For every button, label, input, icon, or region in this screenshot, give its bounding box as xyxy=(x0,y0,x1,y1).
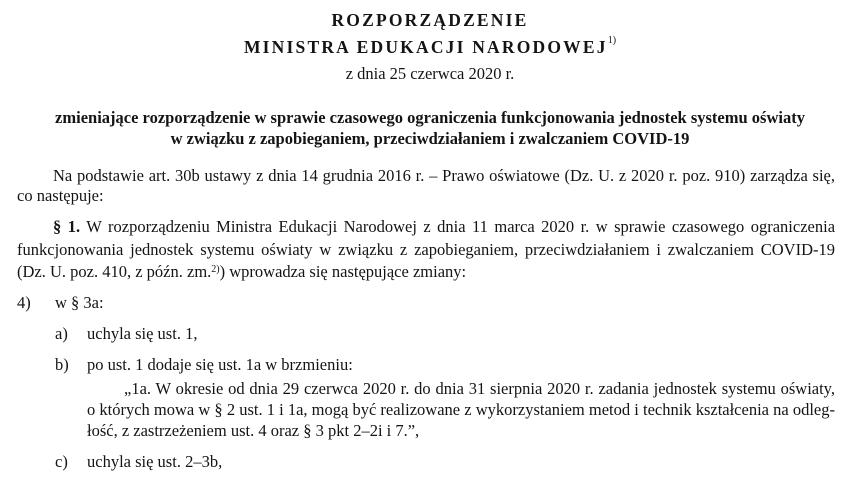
section-1-line-3 xyxy=(17,262,466,282)
footnote-ref-2[interactable]: 2) xyxy=(211,264,220,275)
item-b-text: po ust. 1 dodaje się ust. 1a w brzmieniu: xyxy=(87,355,353,374)
issuer-heading xyxy=(0,37,860,58)
issuer-name: MINISTRA EDUKACJI NARODOWEJ xyxy=(243,37,608,57)
basis-line-2: co następuje: xyxy=(17,186,104,205)
section-1-label: § 1. xyxy=(53,217,81,236)
subject-line-2: w związku z zapobieganiem, przeciwdziałaniem i zwalczaniem COVID-19 xyxy=(170,129,690,148)
basis-line-1: Na podstawie art. 30b ustawy z dnia 14 grudnia 2016 r. – Prawo oświatowe (Dz. U. z 2020 r. poz. 910) zarządza się, xyxy=(53,166,835,185)
section-1-text-1: W rozporządzeniu Ministra Edukacji Narodowej z dnia 11 marca 2020 r. w sprawie czasowego ograniczenia xyxy=(86,217,836,236)
quote-line-3: łość, z zastrzeżeniem ust. 4 oraz § 3 pkt 2–2i i 7.”, xyxy=(87,421,420,440)
quote-line-2: o których mowa w § 2 ust. 1 i 1a, mogą być realizowane z wykorzystaniem metod i technik kształcenia na odleg- xyxy=(87,400,835,419)
item-c-text: uchyla się ust. 2–3b, xyxy=(87,452,223,471)
subject-line-1: zmieniające rozporządzenie w sprawie czasowego ograniczenia funkcjonowania jednostek systemu oświaty xyxy=(55,108,805,127)
regulation-date: z dnia 25 czerwca 2020 r. xyxy=(345,64,515,83)
item-c-letter: c) xyxy=(55,452,68,471)
quote-line-1: „1a. W okresie od dnia 29 czerwca 2020 r. do dnia 31 sierpnia 2020 r. zadania jednostek systemu oświaty, xyxy=(124,379,835,398)
section-1-line-2: funkcjonowania jednostek systemu oświaty w związku z zapobieganiem, przeciwdziałaniem i zwalczaniem COVID-19 xyxy=(17,240,835,259)
point-4-number: 4) xyxy=(17,293,31,312)
section-1-text-3a: (Dz. U. poz. 410, z późn. zm. xyxy=(17,262,212,281)
item-a-letter: a) xyxy=(55,324,68,343)
item-a-text: uchyla się ust. 1, xyxy=(87,324,198,343)
section-1-line-1 xyxy=(53,217,835,237)
section-1-text-3b: ) wprowadza się następujące zmiany: xyxy=(219,262,467,281)
regulation-type-heading: ROZPORZĄDZENIE xyxy=(331,10,529,30)
footnote-ref-1[interactable]: 1) xyxy=(607,35,617,47)
item-b-letter: b) xyxy=(55,355,69,374)
point-4-text: w § 3a: xyxy=(55,293,104,312)
